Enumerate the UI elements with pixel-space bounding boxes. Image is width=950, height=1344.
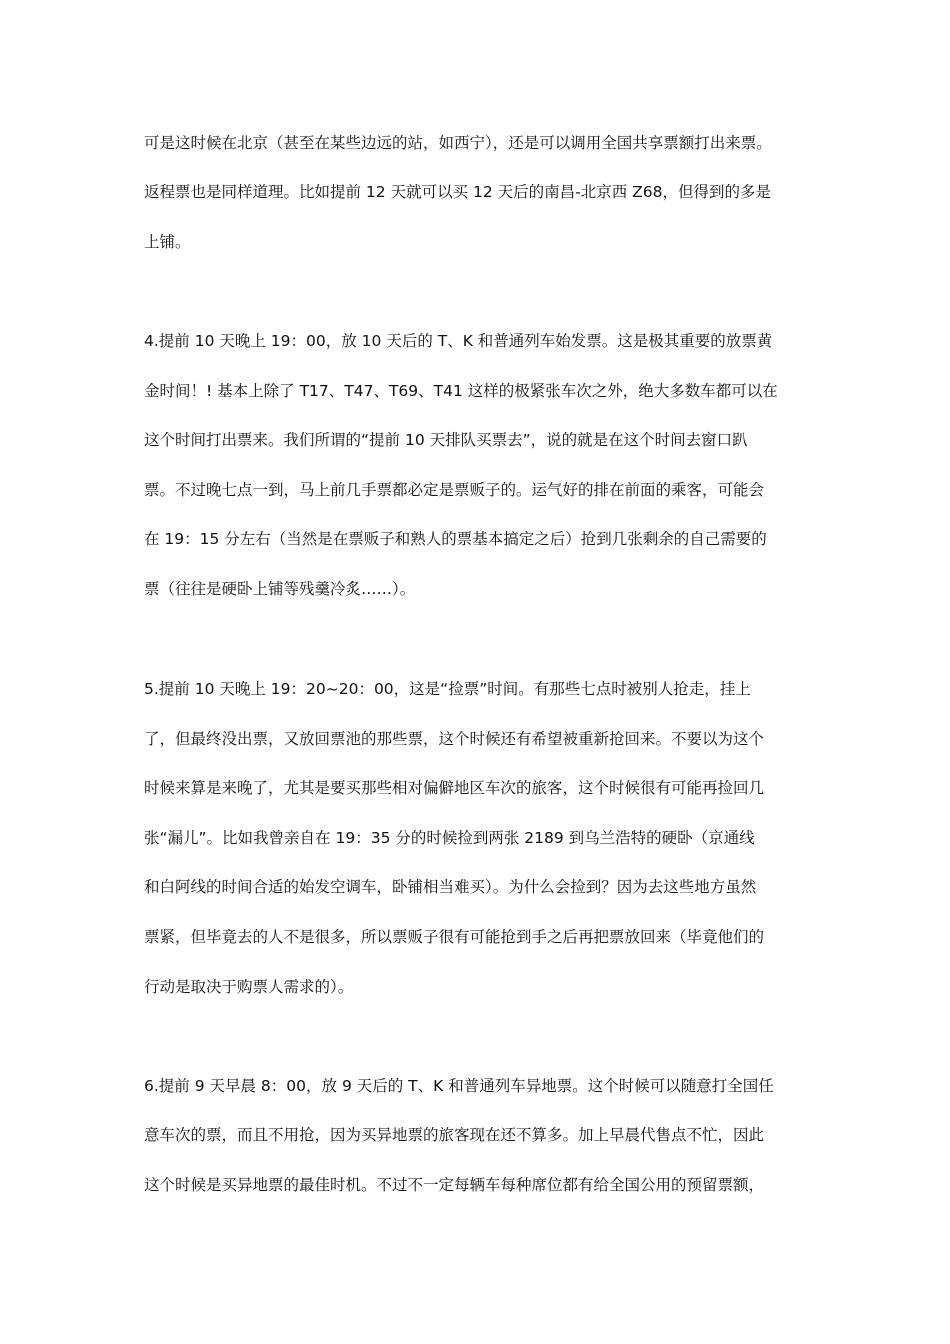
text-line: 在 19：15 分左右（当然是在票贩子和熟人的票基本搞定之后）抢到几张剩余的自己需要的 [144,530,767,548]
text-line: 4.提前 10 天晚上 19：00，放 10 天后的 T、K 和普通列车始发票。这是极其重要的放票黄 [144,332,773,350]
text-line: 票。不过晚七点一到，马上前几手票都必定是票贩子的。运气好的排在前面的乘客，可能会 [144,481,765,499]
text-line: 时候来算是来晚了，尤其是要买那些相对偏僻地区车次的旅客，这个时候很有可能再捡回几 [144,779,765,797]
text-line: 上铺。 [144,233,191,251]
text-line: 票紧，但毕竟去的人不是很多，所以票贩子很有可能抢到手之后再把票放回来（毕竟他们的 [144,928,765,946]
text-line: 票（往往是硬卧上铺等残羹冷炙……）。 [144,580,416,598]
text-line: 可是这时候在北京（甚至在某些边远的站，如西宁），还是可以调用全国共享票额打出来票。 [144,134,772,152]
text-line: 这个时候是买异地票的最佳时机。不过不一定每辆车每种席位都有给全国公用的预留票额， [144,1176,765,1194]
text-line: 了，但最终没出票，又放回票池的那些票，这个时候还有希望被重新抢回来。不要以为这个 [144,730,765,748]
text-line: 金时间！! 基本上除了 T17、T47、T69、T41 这样的极紧张车次之外，绝大多数车都可以在 [144,382,778,400]
text-line: 6.提前 9 天早晨 8：00，放 9 天后的 T、K 和普通列车异地票。这个时候可以随意打全国任 [144,1077,774,1095]
text-line: 5.提前 10 天晚上 19：20~20：00，这是“捡票”时间。有那些七点时被别人抢走，挂上 [144,680,751,698]
text-line: 行动是取决于购票人需求的）。 [144,978,354,996]
text-line: 返程票也是同样道理。比如提前 12 天就可以买 12 天后的南昌-北京西 Z68，但得到的多是 [144,183,772,201]
text-line: 张“漏儿”。比如我曾亲自在 19：35 分的时候捡到两张 2189 到乌兰浩特的硬卧（京通线 [144,829,755,847]
text-line: 这个时间打出票来。我们所谓的“提前 10 天排队买票去”，说的就是在这个时间去窗口趴 [144,431,748,449]
text-line: 和白阿线的时间合适的始发空调车，卧铺相当难买）。为什么会捡到？因为去这些地方虽然 [144,878,757,896]
text-line: 意车次的票，而且不用抢，因为买异地票的旅客现在还不算多。加上早晨代售点不忙，因此 [144,1126,765,1144]
